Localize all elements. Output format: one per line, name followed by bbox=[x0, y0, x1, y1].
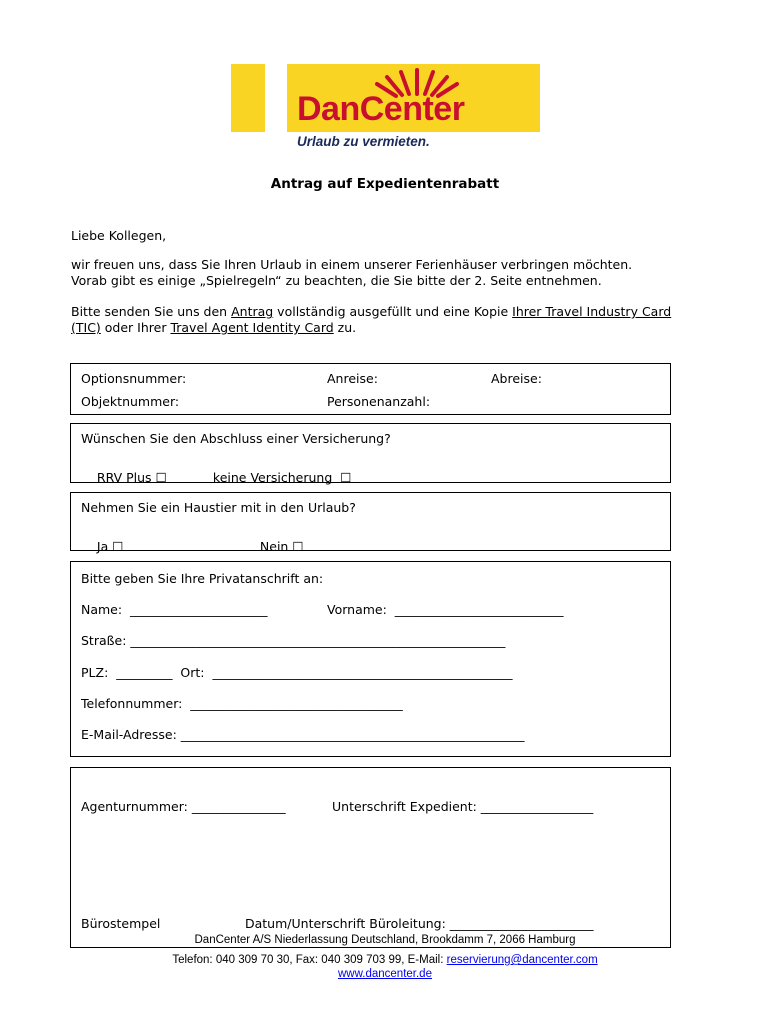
pet-question: Nehmen Sie ein Haustier mit in den Urlaub? bbox=[81, 500, 356, 515]
phone-field[interactable]: Telefonnummer: __________________________________ bbox=[81, 696, 403, 711]
pet-no-label: Nein bbox=[259, 539, 289, 554]
footer-website-link[interactable]: www.dancenter.de bbox=[338, 968, 432, 980]
first-name-field[interactable]: Vorname: ___________________________ bbox=[327, 602, 564, 617]
agent-signature-field[interactable]: Unterschrift Expedient: __________________ bbox=[332, 799, 594, 814]
send-line-2 bbox=[71, 320, 356, 337]
street-field[interactable]: Straße: ____________________________________________________________ bbox=[81, 633, 506, 648]
email-field[interactable]: E-Mail-Adresse: _______________________________________________________ bbox=[81, 727, 525, 742]
footer-address-clipped: DanCenter A/S Niederlassung Deutschland, Brookdamm 7, 2066 Hamburg bbox=[194, 934, 576, 946]
name-field[interactable]: Name: ______________________ bbox=[81, 602, 268, 617]
rrv-plus-checkbox[interactable]: ☐ bbox=[155, 470, 167, 485]
address-heading: Bitte geben Sie Ihre Privatanschrift an: bbox=[81, 571, 324, 586]
intro-line-2: Vorab gibt es einige „Spielregeln“ zu beachten, die Sie bitte der 2. Seite entnehmen. bbox=[71, 273, 602, 288]
send-line-1 bbox=[71, 304, 671, 321]
antrag-link[interactable]: Antrag bbox=[231, 304, 274, 319]
send-text-1: Bitte senden Sie uns den bbox=[71, 304, 232, 319]
send-text-2: vollständig ausgefüllt und eine Kopie bbox=[273, 304, 513, 319]
booking-box bbox=[70, 363, 671, 415]
logo-bar bbox=[231, 64, 265, 132]
taic-link[interactable]: Travel Agent Identity Card bbox=[170, 320, 334, 335]
agency-box bbox=[70, 767, 671, 948]
footer-contact-text: Telefon: 040 309 70 30, Fax: 040 309 703 99, E-Mail: bbox=[172, 954, 447, 966]
agency-number-field[interactable]: Agenturnummer: _______________ bbox=[81, 799, 286, 814]
send-text-3: oder Ihrer bbox=[100, 320, 171, 335]
footer-email-link[interactable]: reservierung@dancenter.com bbox=[446, 954, 598, 966]
object-number-label: Objektnummer: bbox=[81, 394, 180, 409]
arrival-label: Anreise: bbox=[327, 371, 378, 386]
logo-tagline: Urlaub zu vermieten. bbox=[297, 134, 430, 149]
pet-yes-checkbox[interactable]: ☐ bbox=[112, 539, 124, 554]
pet-yes-label: Ja bbox=[96, 539, 109, 554]
intro-line-1: wir freuen uns, dass Sie Ihren Urlaub in einem unserer Ferienhäuser verbringen möchten. bbox=[71, 257, 633, 272]
send-text-4: zu. bbox=[333, 320, 357, 335]
insurance-box bbox=[70, 423, 671, 483]
option-number-label: Optionsnummer: bbox=[81, 371, 187, 386]
address-box bbox=[70, 561, 671, 757]
persons-label: Personenanzahl: bbox=[327, 394, 431, 409]
footer-contact bbox=[0, 954, 770, 966]
office-stamp-label: Bürostempel bbox=[81, 916, 161, 931]
insurance-question: Wünschen Sie den Abschluss einer Versicherung? bbox=[81, 431, 391, 446]
no-insurance-label: keine Versicherung bbox=[212, 470, 333, 485]
no-insurance-checkbox[interactable]: ☐ bbox=[340, 470, 352, 485]
tic-link[interactable]: Ihrer Travel Industry Card bbox=[512, 304, 672, 319]
office-signature-field[interactable]: Datum/Unterschrift Büroleitung: _______________________ bbox=[245, 916, 594, 931]
dancenter-logo bbox=[287, 64, 540, 132]
zip-city-field[interactable]: PLZ: _________ Ort: ________________________________________________ bbox=[81, 665, 513, 680]
tic-link-abbrev[interactable]: (TIC) bbox=[71, 320, 101, 335]
footer-website bbox=[0, 968, 770, 980]
pet-box bbox=[70, 492, 671, 554]
departure-label: Abreise: bbox=[491, 371, 542, 386]
pet-no-checkbox[interactable]: ☐ bbox=[292, 539, 304, 554]
rrv-plus-label: RRV Plus bbox=[96, 470, 152, 485]
greeting: Liebe Kollegen, bbox=[71, 228, 167, 243]
page-title: Antrag auf Expedientenrabatt bbox=[270, 176, 500, 192]
logo-brand: DanCenter bbox=[297, 90, 465, 128]
